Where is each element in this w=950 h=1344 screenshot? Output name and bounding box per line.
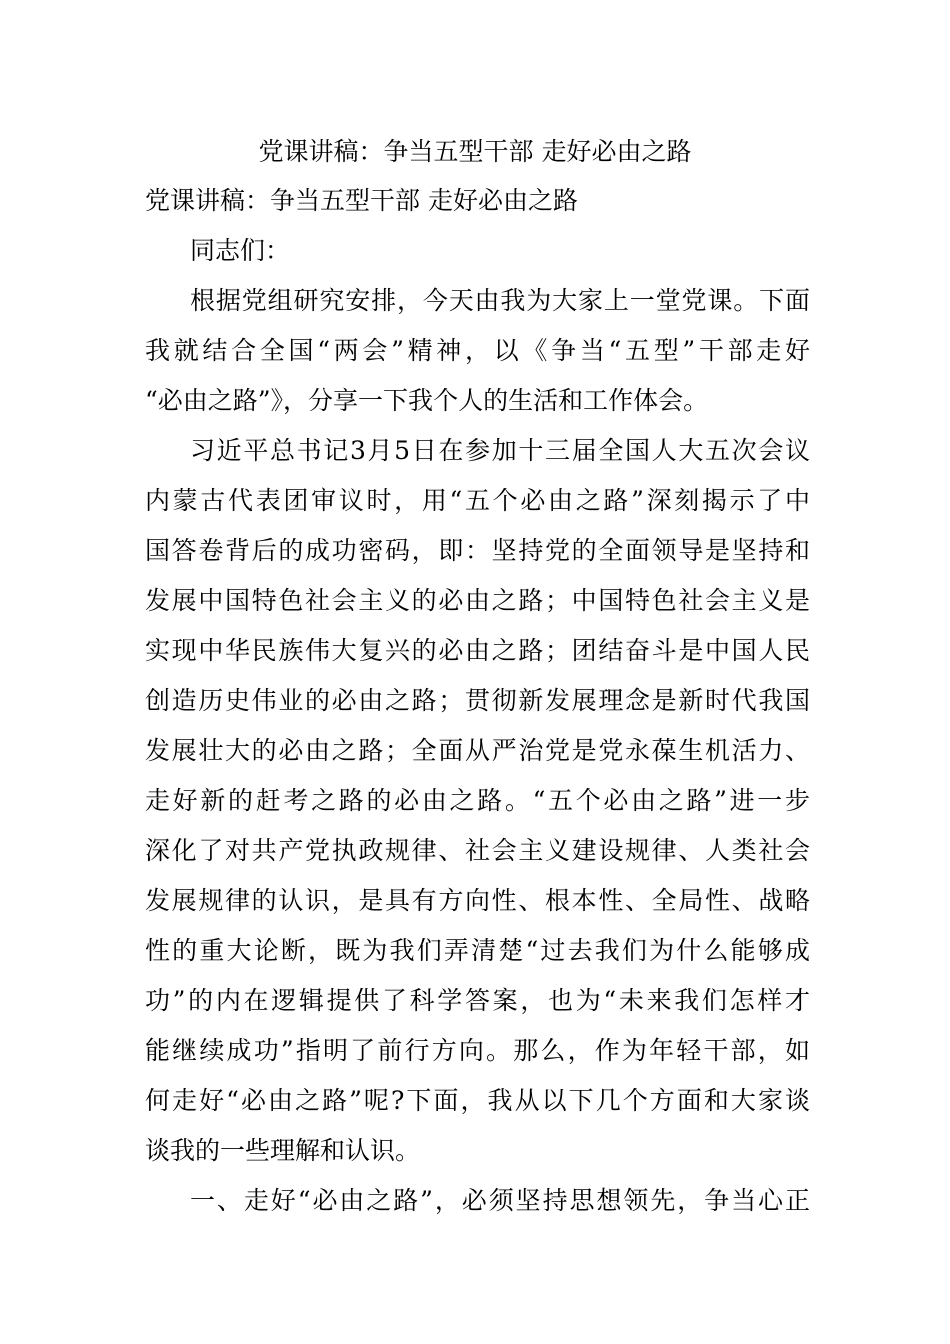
document-title: 党课讲稿：争当五型干部 走好必由之路 (258, 137, 692, 166)
body-line-18: 谈我的一些理解和认识。 (145, 1136, 421, 1165)
body-line-15: 功”的内在逻辑提供了科学答案，也为“未来我们怎样才 (145, 986, 810, 1015)
body-line-11: 走好新的赶考之路的必由之路。“五个必由之路”进一步 (145, 786, 810, 815)
body-line-13: 发展规律的认识，是具有方向性、根本性、全局性、战略 (145, 886, 810, 915)
body-line-10: 发展壮大的必由之路；全面从严治党是党永葆生机活力、 (145, 736, 810, 765)
body-line-6: 国答卷背后的成功密码，即：坚持党的全面领导是坚持和 (145, 536, 810, 565)
body-line-14: 性的重大论断，既为我们弄清楚“过去我们为什么能够成 (145, 936, 810, 965)
greeting-line: 同志们： (190, 236, 291, 265)
body-line-1: 根据党组研究安排，今天由我为大家上一堂党课。下面 (190, 286, 810, 315)
body-line-3: “必由之路”》，分享一下我个人的生活和工作体会。 (145, 386, 709, 415)
body-line-17: 何走好“必由之路”呢?下面，我从以下几个方面和大家谈 (145, 1086, 810, 1115)
section-heading-line: 一、走好“必由之路”，必须坚持思想领先，争当心正 (190, 1186, 810, 1215)
body-line-16: 能继续成功”指明了前行方向。那么，作为年轻干部，如 (145, 1036, 810, 1065)
body-line-9: 创造历史伟业的必由之路；贯彻新发展理念是新时代我国 (145, 686, 810, 715)
body-line-2: 我就结合全国“两会”精神，以《争当“五型”干部走好 (145, 336, 810, 365)
body-line-12: 深化了对共产党执政规律、社会主义建设规律、人类社会 (145, 836, 810, 865)
body-line-4: 习近平总书记3月5日在参加十三届全国人大五次会议 (190, 436, 810, 465)
body-line-7: 发展中国特色社会主义的必由之路；中国特色社会主义是 (145, 586, 810, 615)
document-subtitle: 党课讲稿：争当五型干部 走好必由之路 (145, 186, 578, 215)
body-line-5: 内蒙古代表团审议时，用“五个必由之路”深刻揭示了中 (145, 486, 810, 515)
body-line-8: 实现中华民族伟大复兴的必由之路；团结奋斗是中国人民 (145, 636, 810, 665)
